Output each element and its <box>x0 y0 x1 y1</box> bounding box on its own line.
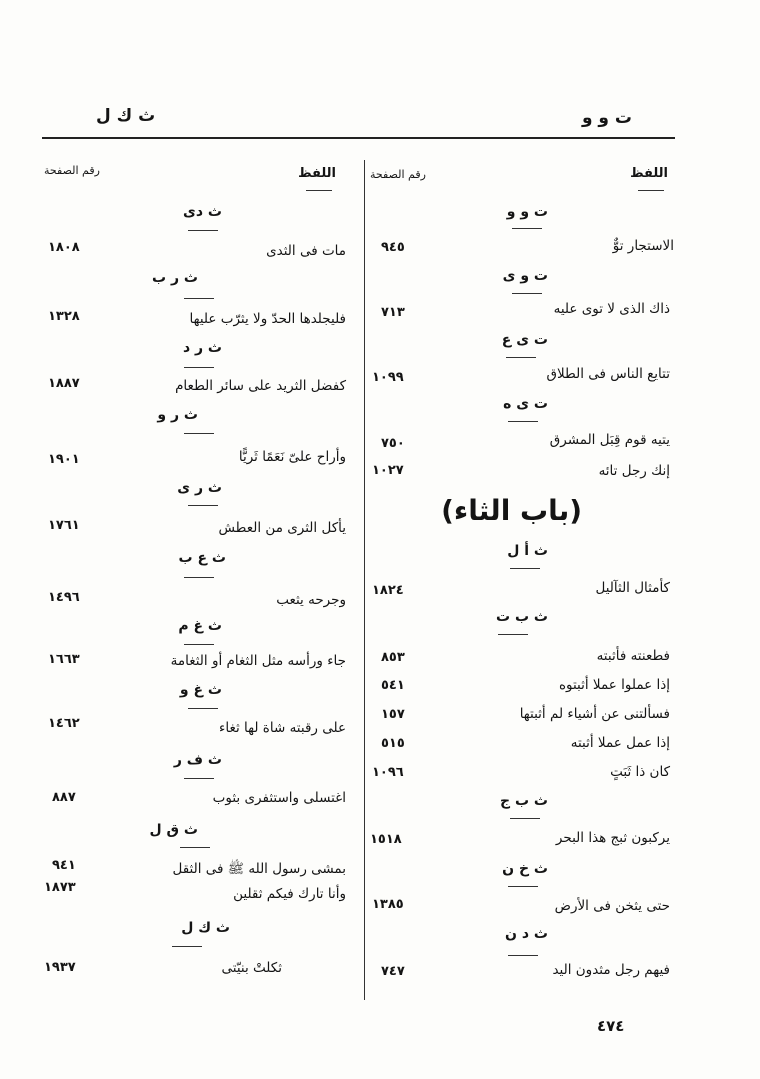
root-rule <box>184 778 214 779</box>
entry-page: ١٨٧٣ <box>44 880 76 895</box>
root-heading: ث ر و <box>157 407 198 423</box>
entry-page: ٩٤٥ <box>381 240 405 255</box>
root-rule <box>184 644 214 645</box>
entry-page: ١٥١٨ <box>370 832 402 847</box>
entry-page: ١٨٠٨ <box>48 240 80 255</box>
root-rule <box>172 946 202 947</box>
entry-word: فليجلدها الحدّ ولا يثرّب عليها <box>189 311 346 327</box>
root-rule <box>508 421 538 422</box>
root-rule <box>188 230 218 231</box>
root-heading: ث ف ر <box>173 752 222 768</box>
root-heading: ث ب ت <box>496 609 548 625</box>
entry-page: ١٨٢٤ <box>372 583 404 598</box>
entry-page: ١٠٢٧ <box>372 463 404 478</box>
root-heading: ث ب ج <box>500 793 548 809</box>
entry-page: ١٥٧ <box>381 707 405 722</box>
column-divider <box>364 160 365 1000</box>
entry-page: ١٠٩٦ <box>372 765 404 780</box>
entry-page: ١٩٠١ <box>48 452 80 467</box>
entry-page: ٥٤١ <box>381 678 405 693</box>
entry-word: الاستجار توٌّ <box>612 238 674 254</box>
root-heading: ث غ و <box>179 682 222 698</box>
root-rule <box>498 634 528 635</box>
left-lafz-heading-rule <box>306 190 332 191</box>
entry-word: يركبون ثبج هذا البحر <box>555 830 670 846</box>
root-heading: ث ر ب <box>152 270 198 286</box>
entry-word: تتايع الناس فى الطلاق <box>546 366 670 382</box>
root-rule <box>188 505 218 506</box>
left-page-heading: رقم الصفحة <box>44 164 100 177</box>
root-rule <box>508 886 538 887</box>
root-heading: ث ق ل <box>149 822 198 838</box>
header-rule <box>42 137 675 139</box>
root-rule <box>512 293 542 294</box>
root-heading: ث ر ى <box>177 480 222 496</box>
root-rule <box>184 577 214 578</box>
entry-page: ١٧٦١ <box>48 518 80 533</box>
root-heading: ت و ى <box>502 268 548 284</box>
root-heading: ث أ ل <box>507 543 548 559</box>
root-rule <box>188 708 218 709</box>
entry-word: وجرحه يثعب <box>276 592 346 608</box>
root-rule <box>510 568 540 569</box>
entry-word: مات فى الثدى <box>266 243 346 259</box>
entry-page: ١٨٨٧ <box>48 376 80 391</box>
entry-word: حتى يثخن فى الأرض <box>554 898 670 914</box>
entry-word: كان ذا ثَبَتٍ <box>610 764 670 780</box>
root-heading: ت ى ع <box>501 332 548 348</box>
entry-page: ٧٥٠ <box>381 436 405 451</box>
root-heading: ث ك ل <box>181 920 230 936</box>
root-rule <box>180 847 210 848</box>
entry-page: ٧١٣ <box>381 305 405 320</box>
header-left-root: ث ك ل <box>96 106 156 126</box>
entry-word: وأراح علىّ نَعَمًا ثَريًّا <box>238 449 346 465</box>
entry-page: ١٣٢٨ <box>48 309 80 324</box>
entry-word: اغتسلى واستثفرى بثوب <box>212 790 346 806</box>
root-heading: ث ع ب <box>178 550 226 566</box>
entry-page: ٩٤١ <box>52 858 76 873</box>
root-heading: ت ى ه <box>503 396 548 412</box>
entry-word: على رقبته شاة لها ثغاء <box>219 720 346 736</box>
entry-word: فسألتنى عن أشياء لم أثبتها <box>519 706 670 722</box>
root-rule <box>184 298 214 299</box>
entry-word: فيهم رجل مثدون اليد <box>552 962 670 978</box>
entry-word: كفضل الثريد على سائر الطعام <box>175 378 346 394</box>
header-right-root: ت و و <box>581 108 632 128</box>
left-lafz-heading: اللفظ <box>298 166 336 181</box>
entry-page: ١٠٩٩ <box>372 370 404 385</box>
entry-word: يأكل الثرى من العطش <box>218 520 346 536</box>
root-heading: ث خ ن <box>502 861 548 877</box>
entry-page: ١٦٦٣ <box>48 652 80 667</box>
root-heading: ث د ن <box>505 926 548 942</box>
entry-page: ٧٤٧ <box>381 964 405 979</box>
entry-word: يتيه قوم قِبَل المشرق <box>549 432 670 448</box>
page-number: ٤٧٤ <box>597 1017 625 1035</box>
root-rule <box>184 367 214 368</box>
root-heading: ت و و <box>506 204 548 220</box>
entry-word: إنك رجل تائه <box>598 463 670 479</box>
right-lafz-heading-rule <box>638 190 664 191</box>
entry-page: ١٣٨٥ <box>372 897 404 912</box>
entry-word: بمشى رسول الله ﷺ فى الثقل <box>172 861 346 877</box>
entry-page: ١٤٩٦ <box>48 590 80 605</box>
right-lafz-heading: اللفظ <box>630 166 668 181</box>
section-title: (باب الثاء) <box>441 494 582 527</box>
root-heading: ث غ م <box>178 618 222 634</box>
root-heading: ث ر د <box>182 340 222 356</box>
entry-page: ٨٥٣ <box>381 650 405 665</box>
root-rule <box>508 955 538 956</box>
root-rule <box>184 433 214 434</box>
root-rule <box>512 228 542 229</box>
entry-page: ١٤٦٢ <box>48 716 80 731</box>
entry-word: ثكلتْ بنيّتى <box>221 960 282 976</box>
entry-word: وأنا تارك فيكم ثقلين <box>233 886 346 902</box>
entry-word: جاء ورأسه مثل الثغام أو الثغامة <box>170 653 346 669</box>
entry-word: إذا عمل عملا أثبته <box>570 735 670 751</box>
entry-page: ٨٨٧ <box>52 790 76 805</box>
root-rule <box>506 357 536 358</box>
entry-word: فطعنته فأثبته <box>596 648 670 664</box>
entry-page: ١٩٣٧ <box>44 960 76 975</box>
entry-page: ٥١٥ <box>381 736 405 751</box>
root-rule <box>510 818 540 819</box>
right-page-heading: رقم الصفحة <box>370 168 426 181</box>
root-heading: ث دى <box>183 204 222 220</box>
entry-word: كأمثال الثآليل <box>595 580 670 596</box>
entry-word: إذا عملوا عملا أثبتوه <box>558 677 670 693</box>
entry-word: ذاك الذى لا توى عليه <box>553 301 670 317</box>
